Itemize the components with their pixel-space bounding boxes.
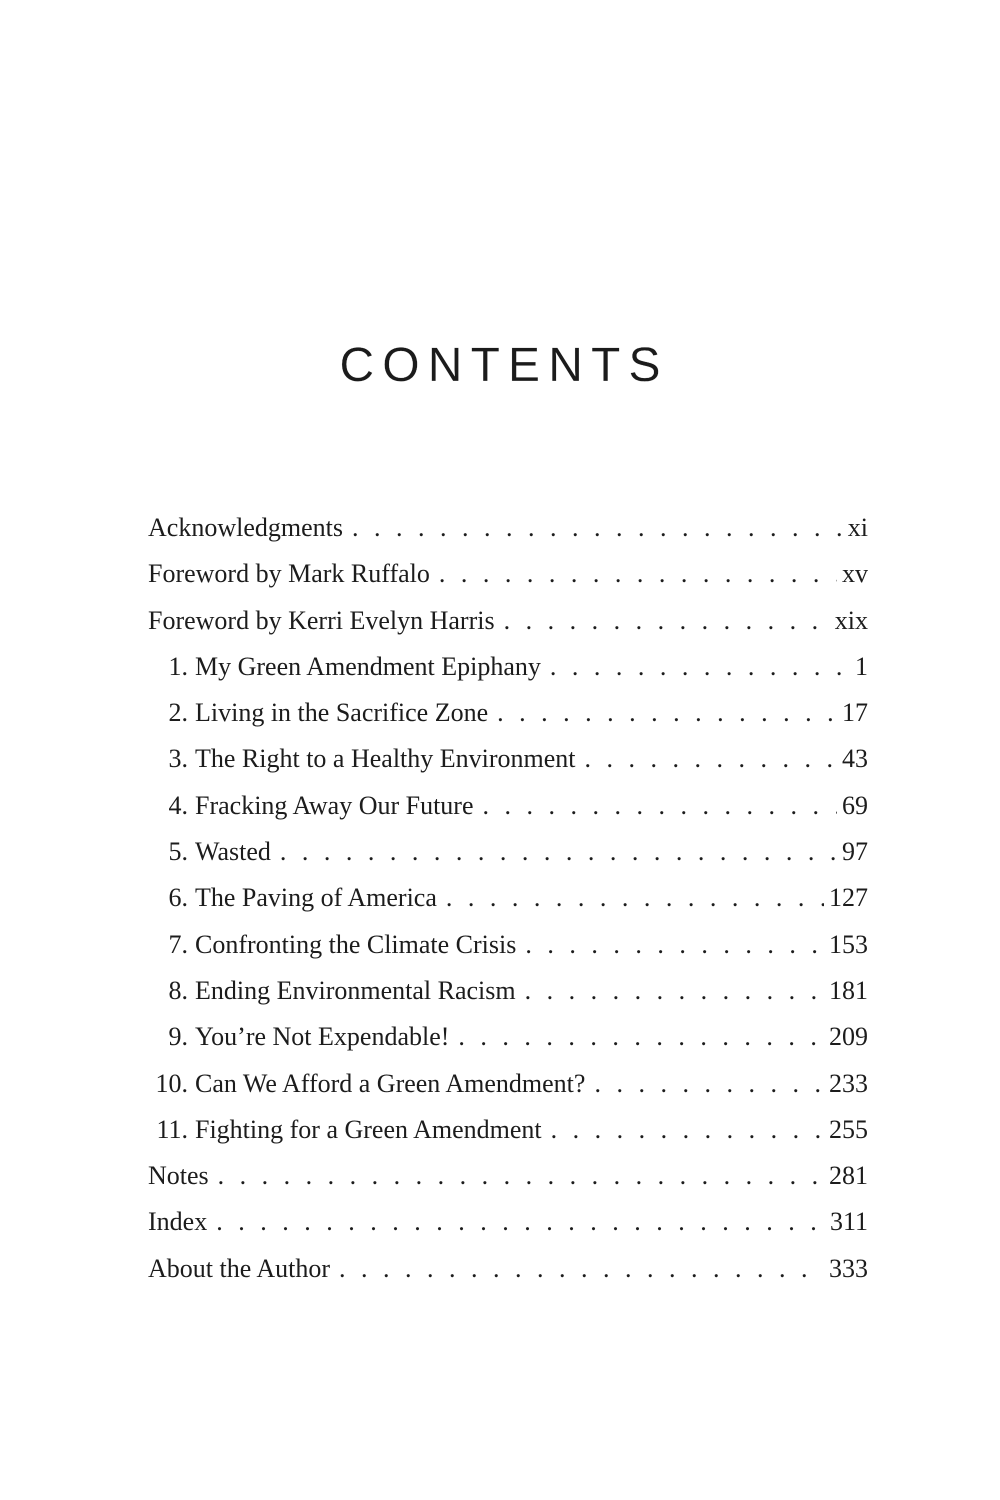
dot-leader bbox=[352, 505, 843, 551]
dot-leader bbox=[504, 598, 830, 644]
page-number: 233 bbox=[829, 1068, 868, 1098]
entry-title: About the Author bbox=[148, 1253, 330, 1283]
toc-list bbox=[148, 505, 868, 1292]
dot-leader bbox=[439, 551, 837, 597]
page-number: 127 bbox=[829, 883, 868, 913]
page-number: 209 bbox=[829, 1022, 868, 1052]
toc-entry bbox=[148, 505, 868, 551]
chapter-number: 3. bbox=[168, 744, 188, 774]
entry-title: My Green Amendment Epiphany bbox=[195, 651, 541, 681]
entry-title: Can We Afford a Green Amendment? bbox=[195, 1068, 586, 1098]
dot-leader bbox=[551, 1107, 824, 1153]
entry-title: Fracking Away Our Future bbox=[195, 790, 474, 820]
toc-entry bbox=[148, 644, 868, 690]
page-number: xv bbox=[842, 559, 868, 589]
toc-entry bbox=[148, 1061, 868, 1107]
toc-entry bbox=[148, 1107, 868, 1153]
toc-entry bbox=[148, 783, 868, 829]
chapter-number: 4. bbox=[168, 790, 188, 820]
toc-entry bbox=[148, 1153, 868, 1199]
page-number: 311 bbox=[829, 1207, 868, 1237]
toc-entry bbox=[148, 829, 868, 875]
entry-title: Fighting for a Green Amendment bbox=[195, 1114, 542, 1144]
dot-leader bbox=[280, 829, 837, 875]
dot-leader bbox=[216, 1199, 825, 1245]
toc-entry bbox=[148, 922, 868, 968]
entry-title: Acknowledgments bbox=[148, 513, 343, 542]
page-number: 97 bbox=[842, 837, 868, 867]
page-number: 181 bbox=[829, 975, 868, 1005]
page-number: 17 bbox=[842, 698, 868, 728]
entry-title: The Right to a Healthy Environment bbox=[195, 744, 576, 774]
chapter-number: 7. bbox=[168, 929, 188, 959]
page-number: 153 bbox=[829, 929, 868, 959]
toc-entry bbox=[148, 1199, 868, 1245]
dot-leader bbox=[497, 690, 837, 736]
entry-title: Ending Environmental Racism bbox=[195, 975, 516, 1005]
chapter-number: 2. bbox=[168, 698, 188, 728]
page-number: 333 bbox=[829, 1253, 868, 1283]
dot-leader bbox=[525, 968, 824, 1014]
page-number: 281 bbox=[829, 1161, 868, 1191]
entry-title: You’re Not Expendable! bbox=[195, 1022, 450, 1052]
page-number: 1 bbox=[855, 651, 868, 681]
page-number: 255 bbox=[829, 1114, 868, 1144]
chapter-number: 10. bbox=[155, 1068, 188, 1098]
dot-leader bbox=[594, 1061, 824, 1107]
dot-leader bbox=[218, 1153, 824, 1199]
chapter-number: 8. bbox=[168, 975, 188, 1005]
page-number: xi bbox=[847, 513, 868, 542]
entry-title: Foreword by Kerri Evelyn Harris bbox=[148, 605, 495, 635]
dot-leader bbox=[339, 1246, 824, 1292]
toc-entry bbox=[148, 690, 868, 736]
dot-leader bbox=[458, 1014, 824, 1060]
toc-entry bbox=[148, 736, 868, 782]
toc-entry bbox=[148, 598, 868, 644]
chapter-number: 6. bbox=[168, 883, 188, 913]
entry-title: Notes bbox=[148, 1161, 209, 1191]
dot-leader bbox=[585, 736, 837, 782]
page-number: xix bbox=[834, 605, 868, 635]
toc-entry bbox=[148, 1014, 868, 1060]
entry-title: Confronting the Climate Crisis bbox=[195, 929, 517, 959]
chapter-number: 1. bbox=[168, 651, 188, 681]
entry-title: Living in the Sacrifice Zone bbox=[195, 698, 489, 728]
chapter-number: 11. bbox=[156, 1114, 188, 1144]
dot-leader bbox=[525, 922, 824, 968]
dot-leader bbox=[446, 875, 824, 921]
chapter-number: 9. bbox=[168, 1022, 188, 1052]
toc-entry bbox=[148, 551, 868, 597]
entry-title: The Paving of America bbox=[195, 883, 437, 913]
dot-leader bbox=[483, 783, 837, 829]
dot-leader bbox=[550, 644, 850, 690]
toc-entry bbox=[148, 1246, 868, 1292]
toc-entry bbox=[148, 968, 868, 1014]
entry-title: Index bbox=[148, 1207, 208, 1237]
page-number: 69 bbox=[842, 790, 868, 820]
entry-title: Foreword by Mark Ruffalo bbox=[148, 559, 430, 589]
contents-title: CONTENTS bbox=[339, 339, 669, 392]
page-number: 43 bbox=[842, 744, 868, 774]
chapter-number: 5. bbox=[168, 837, 188, 867]
entry-title: Wasted bbox=[195, 837, 271, 867]
toc-entry bbox=[148, 875, 868, 921]
